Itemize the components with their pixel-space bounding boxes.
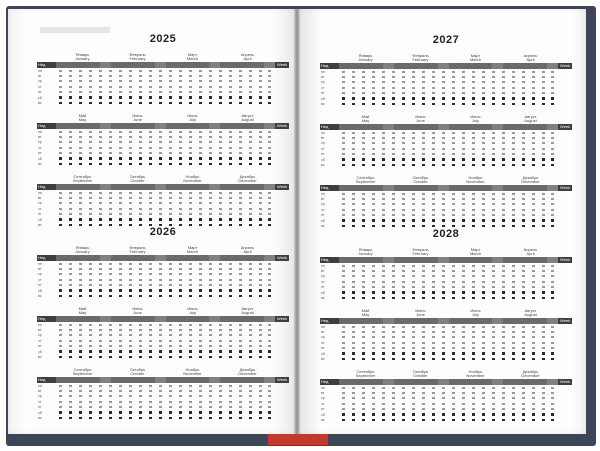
week-label: Week <box>276 316 288 321</box>
month-name-ru: Апрель <box>240 52 255 57</box>
month-name-ru: Ноябрь <box>468 369 483 374</box>
month-name-en: March <box>186 249 199 254</box>
week-column-label: Нед <box>320 185 339 191</box>
week-label: Week <box>276 123 288 128</box>
weekday-label: чт <box>38 277 42 282</box>
month-name-en: December <box>238 178 257 183</box>
month-name <box>338 309 393 317</box>
month-name-ru: Август <box>241 306 254 311</box>
month-name <box>338 370 393 378</box>
month-name-en: April <box>243 249 252 254</box>
month-name-en: April <box>526 251 535 256</box>
year-title: 2026 <box>149 226 177 238</box>
weekday-label: ср <box>38 272 42 277</box>
weekday-label: вс <box>321 418 325 423</box>
weekday-label: чт <box>38 399 42 404</box>
month-name-en: June <box>133 310 142 315</box>
month-name-en: June <box>416 118 425 123</box>
weekday-label: вт <box>321 75 325 80</box>
month-name-ru: Апрель <box>523 53 538 58</box>
weekday-label: пн <box>321 130 325 135</box>
weekday-label: сб <box>321 218 325 223</box>
weekday-label: пн <box>321 385 325 390</box>
month-name-en: July <box>188 117 197 122</box>
weekday-row <box>320 295 572 300</box>
month-name <box>393 54 448 62</box>
month-name-en: September <box>72 371 93 376</box>
month-name-en: August <box>524 118 537 123</box>
month-name-ru: Сентябрь <box>356 369 375 374</box>
month-name-ru: Сентябрь <box>73 174 92 179</box>
month-name-ru: Декабрь <box>239 367 256 372</box>
month-name <box>110 53 165 61</box>
weekday-label: чт <box>321 146 325 151</box>
month-name <box>220 307 275 315</box>
weekday-label: сб <box>38 156 42 161</box>
week-column-label: Нед <box>37 184 56 190</box>
month-name-ru: Март <box>470 247 481 252</box>
month-name-ru: Июнь <box>415 114 426 119</box>
weekday-label: ср <box>321 396 325 401</box>
month-name-ru: Май <box>361 308 370 313</box>
weekday-label: пт <box>321 152 325 157</box>
month-name <box>503 176 558 184</box>
month-name-en: February <box>412 57 429 62</box>
month-name-ru: Август <box>524 308 537 313</box>
weekday-label: пн <box>38 383 42 388</box>
month-name-ru: Июль <box>470 114 481 119</box>
month-name-en: September <box>355 373 376 378</box>
month-name <box>448 115 503 123</box>
weekday-label: чт <box>321 85 325 90</box>
weekday-label: чт <box>38 84 42 89</box>
weekday-row <box>320 417 572 422</box>
month-name-ru: Январь <box>358 53 373 58</box>
month-name <box>165 368 220 376</box>
month-name-ru: Ноябрь <box>185 367 200 372</box>
month-name <box>55 53 110 61</box>
month-name-ru: Сентябрь <box>356 175 375 180</box>
week-column-label: Нед <box>320 257 339 263</box>
weekday-label: вс <box>38 294 42 299</box>
month-name-en: December <box>521 373 540 378</box>
weekday-row <box>320 101 572 106</box>
weekday-row <box>37 415 289 420</box>
weekday-label: ср <box>38 140 42 145</box>
quarter-block <box>37 110 289 167</box>
weekday-label: сб <box>321 412 325 417</box>
weekday-label: пн <box>38 129 42 134</box>
weekday-label: вт <box>38 267 42 272</box>
weekday-label: вт <box>38 196 42 201</box>
month-name <box>55 368 110 376</box>
month-name <box>448 309 503 317</box>
quarter-block <box>320 172 572 229</box>
weekday-label: пн <box>38 261 42 266</box>
month-name-en: March <box>469 251 482 256</box>
month-name-en: October <box>413 179 428 184</box>
month-name-ru: Октябрь <box>412 369 429 374</box>
weekday-label: вт <box>38 328 42 333</box>
month-name-en: October <box>130 371 145 376</box>
month-name-en: December <box>521 179 540 184</box>
quarter-block <box>320 50 572 107</box>
month-name <box>55 114 110 122</box>
month-name <box>393 248 448 256</box>
weekday-label: чт <box>38 206 42 211</box>
month-name-en: January <box>75 249 90 254</box>
weekday-label: пн <box>38 68 42 73</box>
month-name-ru: Май <box>78 113 87 118</box>
month-name <box>220 53 275 61</box>
month-name <box>220 368 275 376</box>
week-label: Week <box>559 257 571 262</box>
weekday-label: чт <box>321 279 325 284</box>
month-name-en: July <box>471 312 480 317</box>
month-name-ru: Апрель <box>240 245 255 250</box>
month-name-ru: Ноябрь <box>185 174 200 179</box>
book-gutter <box>294 9 300 434</box>
weekday-label: пт <box>321 346 325 351</box>
weekday-label: сб <box>38 349 42 354</box>
week-label: Week <box>276 62 288 67</box>
month-name-ru: Январь <box>75 245 90 250</box>
weekday-label: вс <box>321 357 325 362</box>
weekday-label: вс <box>38 416 42 421</box>
weekday-label: сб <box>38 410 42 415</box>
weekday-label: сб <box>321 290 325 295</box>
week-column-label: Нед <box>37 62 56 68</box>
weekday-label: вт <box>38 135 42 140</box>
weekday-label: пт <box>321 407 325 412</box>
weekday-row <box>37 354 289 359</box>
weekday-label: ср <box>38 394 42 399</box>
week-label: Week <box>276 255 288 260</box>
month-name-ru: Февраль <box>129 52 146 57</box>
month-name-en: February <box>129 249 146 254</box>
month-name-ru: Август <box>241 113 254 118</box>
month-name <box>503 115 558 123</box>
weekday-label: вс <box>321 296 325 301</box>
month-name <box>448 370 503 378</box>
month-name <box>55 307 110 315</box>
month-name-en: January <box>358 251 373 256</box>
weekday-label: вс <box>38 223 42 228</box>
month-name-en: August <box>241 117 254 122</box>
weekday-row <box>320 356 572 361</box>
month-name <box>165 53 220 61</box>
quarter-block <box>37 171 289 228</box>
weekday-label: пн <box>321 191 325 196</box>
quarter-block <box>320 111 572 168</box>
month-name-en: January <box>358 57 373 62</box>
month-name-ru: Февраль <box>412 247 429 252</box>
year-calendar-bottom-right <box>320 228 572 427</box>
quarter-block <box>37 303 289 360</box>
week-label: Week <box>559 318 571 323</box>
month-name-ru: Октябрь <box>129 174 146 179</box>
year-title: 2025 <box>149 33 177 45</box>
year-calendar-top-right <box>320 34 572 233</box>
year-calendar-top-left <box>37 33 289 232</box>
month-name-ru: Октябрь <box>129 367 146 372</box>
month-name <box>393 115 448 123</box>
month-name-en: November <box>183 371 202 376</box>
month-name <box>503 309 558 317</box>
month-name-en: April <box>243 56 252 61</box>
month-name-ru: Февраль <box>412 53 429 58</box>
week-label: Week <box>559 63 571 68</box>
month-name <box>448 54 503 62</box>
month-name <box>393 309 448 317</box>
weekday-label: вт <box>38 389 42 394</box>
month-name-en: April <box>526 57 535 62</box>
month-name-en: July <box>188 310 197 315</box>
weekday-label: чт <box>321 207 325 212</box>
weekday-label: пт <box>38 283 42 288</box>
month-name <box>110 114 165 122</box>
month-name-ru: Июль <box>187 113 198 118</box>
weekday-label: чт <box>321 340 325 345</box>
weekday-label: ср <box>38 201 42 206</box>
month-name <box>393 176 448 184</box>
month-name-ru: Июнь <box>132 306 143 311</box>
week-label: Week <box>559 185 571 190</box>
week-label: Week <box>559 379 571 384</box>
weekday-label: вс <box>38 355 42 360</box>
weekday-label: вс <box>38 101 42 106</box>
month-name-ru: Январь <box>358 247 373 252</box>
month-name-en: March <box>186 56 199 61</box>
weekday-label: пн <box>38 190 42 195</box>
year-title: 2027 <box>432 34 460 46</box>
weekday-label: пн <box>321 324 325 329</box>
week-label: Week <box>276 377 288 382</box>
weekday-label: пт <box>321 91 325 96</box>
weekday-label: вт <box>321 391 325 396</box>
month-name-ru: Август <box>524 114 537 119</box>
weekday-label: вт <box>321 269 325 274</box>
month-name <box>110 175 165 183</box>
weekday-label: вс <box>38 162 42 167</box>
weekday-label: ср <box>38 333 42 338</box>
month-name <box>338 54 393 62</box>
quarter-block <box>37 49 289 106</box>
month-name-ru: Май <box>361 114 370 119</box>
month-name <box>448 248 503 256</box>
month-name <box>220 246 275 254</box>
month-name-en: October <box>413 373 428 378</box>
month-name <box>55 175 110 183</box>
month-name-en: December <box>238 371 257 376</box>
month-name <box>338 115 393 123</box>
month-name-ru: Апрель <box>523 247 538 252</box>
weekday-label: пт <box>38 212 42 217</box>
weekday-row <box>37 293 289 298</box>
week-column-label: Нед <box>37 123 56 129</box>
week-label: Week <box>276 184 288 189</box>
month-name-en: November <box>183 178 202 183</box>
quarter-block <box>37 242 289 299</box>
month-name-en: February <box>412 251 429 256</box>
weekday-label: сб <box>38 288 42 293</box>
weekday-label: ср <box>321 80 325 85</box>
weekday-label: вт <box>38 74 42 79</box>
month-name-ru: Декабрь <box>239 174 256 179</box>
month-name <box>503 248 558 256</box>
month-name-en: June <box>133 117 142 122</box>
month-name <box>338 176 393 184</box>
weekday-label: сб <box>321 157 325 162</box>
month-name-ru: Июнь <box>415 308 426 313</box>
weekday-row <box>37 161 289 166</box>
month-name <box>503 54 558 62</box>
weekday-row <box>320 162 572 167</box>
month-name-en: August <box>241 310 254 315</box>
month-name-ru: Май <box>78 306 87 311</box>
month-name-en: May <box>78 117 87 122</box>
month-name-en: June <box>416 312 425 317</box>
month-name-ru: Февраль <box>129 245 146 250</box>
month-name-en: October <box>130 178 145 183</box>
weekday-label: пн <box>321 69 325 74</box>
month-name <box>165 175 220 183</box>
weekday-label: пт <box>321 285 325 290</box>
month-name-en: March <box>469 57 482 62</box>
weekday-label: вс <box>321 224 325 229</box>
month-name-en: November <box>466 373 485 378</box>
month-name-en: November <box>466 179 485 184</box>
week-column-label: Нед <box>320 379 339 385</box>
week-column-label: Нед <box>320 124 339 130</box>
month-name-ru: Март <box>187 245 198 250</box>
weekday-label: пт <box>321 213 325 218</box>
week-column-label: Нед <box>37 316 56 322</box>
month-name-ru: Июнь <box>132 113 143 118</box>
month-name-ru: Январь <box>75 52 90 57</box>
month-name <box>220 175 275 183</box>
month-name-en: May <box>78 310 87 315</box>
month-name-en: September <box>355 179 376 184</box>
weekday-label: пт <box>38 151 42 156</box>
weekday-label: сб <box>321 351 325 356</box>
month-name-en: February <box>129 56 146 61</box>
year-title: 2028 <box>432 228 460 240</box>
weekday-label: сб <box>38 217 42 222</box>
week-label: Week <box>559 124 571 129</box>
month-name-en: May <box>361 312 370 317</box>
month-name-ru: Март <box>187 52 198 57</box>
month-name-en: August <box>524 312 537 317</box>
month-name <box>165 307 220 315</box>
month-name-ru: Ноябрь <box>468 175 483 180</box>
month-name-ru: Июль <box>187 306 198 311</box>
month-name-en: July <box>471 118 480 123</box>
weekday-label: ср <box>321 202 325 207</box>
week-column-label: Нед <box>320 318 339 324</box>
weekday-row <box>37 100 289 105</box>
month-name <box>448 176 503 184</box>
weekday-label: вт <box>321 197 325 202</box>
week-column-label: Нед <box>37 377 56 383</box>
month-name <box>338 248 393 256</box>
weekday-label: чт <box>38 145 42 150</box>
month-name-ru: Июль <box>470 308 481 313</box>
quarter-block <box>320 305 572 362</box>
weekday-label: ср <box>38 79 42 84</box>
weekday-label: пн <box>321 263 325 268</box>
month-name-ru: Март <box>470 53 481 58</box>
month-name-ru: Октябрь <box>412 175 429 180</box>
month-name-ru: Сентябрь <box>73 367 92 372</box>
month-name <box>165 114 220 122</box>
month-name <box>110 246 165 254</box>
month-name <box>393 370 448 378</box>
month-name-ru: Декабрь <box>522 175 539 180</box>
month-name <box>110 368 165 376</box>
month-name <box>55 246 110 254</box>
weekday-label: сб <box>321 96 325 101</box>
weekday-label: вт <box>321 136 325 141</box>
quarter-block <box>37 364 289 421</box>
month-name <box>110 307 165 315</box>
weekday-label: пт <box>38 344 42 349</box>
quarter-block <box>320 366 572 423</box>
weekday-label: пт <box>38 90 42 95</box>
weekday-label: чт <box>321 401 325 406</box>
quarter-block <box>320 244 572 301</box>
weekday-label: вт <box>321 330 325 335</box>
weekday-label: вс <box>321 163 325 168</box>
weekday-label: вс <box>321 102 325 107</box>
month-name-en: September <box>72 178 93 183</box>
week-column-label: Нед <box>37 255 56 261</box>
weekday-label: пн <box>38 322 42 327</box>
year-calendar-bottom-left <box>37 226 289 425</box>
weekday-label: чт <box>38 338 42 343</box>
month-name-en: May <box>361 118 370 123</box>
month-name <box>503 370 558 378</box>
weekday-label: ср <box>321 141 325 146</box>
weekday-label: ср <box>321 335 325 340</box>
month-name <box>220 114 275 122</box>
weekday-label: пт <box>38 405 42 410</box>
month-name-ru: Декабрь <box>522 369 539 374</box>
weekday-label: сб <box>38 95 42 100</box>
month-name <box>165 246 220 254</box>
month-name-en: January <box>75 56 90 61</box>
weekday-label: ср <box>321 274 325 279</box>
week-column-label: Нед <box>320 63 339 69</box>
